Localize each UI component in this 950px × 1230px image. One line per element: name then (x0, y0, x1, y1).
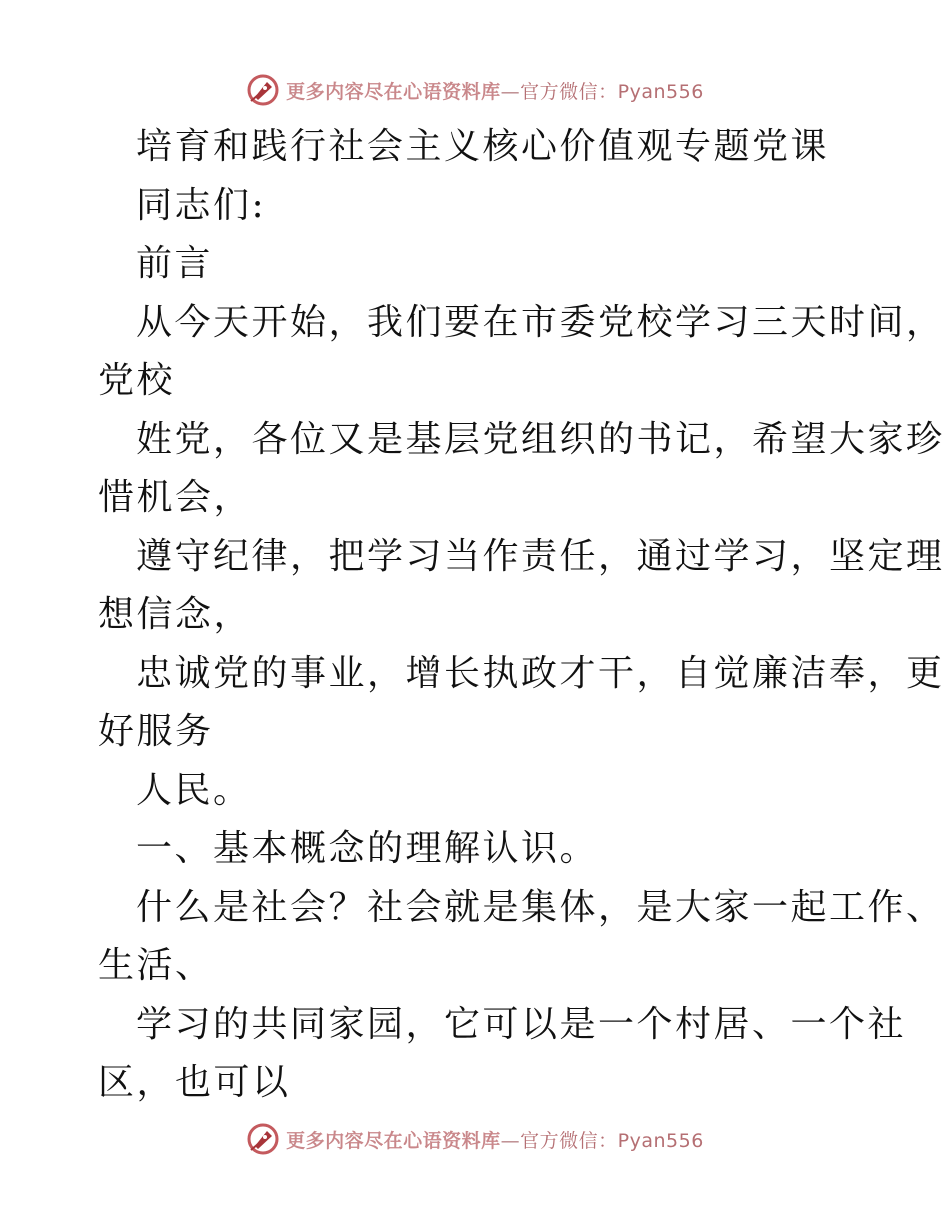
document-line: 区，也可以 (98, 1062, 291, 1103)
watermark-site-text: 更多内容尽在心语资料库 (286, 80, 501, 103)
document-body (98, 118, 945, 1113)
watermark-separator: — (500, 1129, 521, 1152)
watermark-site-text: 更多内容尽在心语资料库 (286, 1129, 501, 1152)
document-line: 党校 (98, 360, 176, 401)
document-line: 生活、 (98, 945, 214, 986)
watermark-wechat-text: 官方微信：Pyan556 (520, 1129, 704, 1152)
document-line: 好服务 (98, 711, 214, 752)
header-watermark (0, 70, 950, 110)
document-line: 姓党，各位又是基层党组织的书记，希望大家珍 (136, 418, 945, 460)
document-line: 人民。 (136, 769, 252, 811)
document-line: 惜机会， (98, 477, 253, 518)
watermark-text (286, 1126, 704, 1153)
watermark-wechat-text: 官方微信：Pyan556 (520, 80, 704, 103)
document-line: 遵守纪律，把学习当作责任，通过学习，坚定理 (136, 535, 945, 577)
document-line: 一、基本概念的理解认识。 (136, 828, 599, 869)
pen-nib-logo-icon (246, 1122, 280, 1156)
document-line: 忠诚党的事业，增长执政才干，自觉廉洁奉，更 (136, 652, 945, 694)
document-line: 前言 (136, 243, 214, 284)
pen-nib-logo-icon (246, 73, 280, 107)
footer-watermark (0, 1119, 950, 1159)
document-line: 学习的共同家园，它可以是一个村居、一个社 (136, 1003, 907, 1045)
document-line: 同志们: (136, 184, 267, 226)
document-line: 从今天开始，我们要在市委党校学习三天时间， (136, 301, 945, 343)
document-line: 什么是社会？社会就是集体，是大家一起工作、 (136, 886, 945, 928)
watermark-separator: — (500, 80, 521, 103)
watermark-text (286, 77, 704, 104)
document-line: 培育和践行社会主义核心价值观专题党课 (136, 126, 830, 167)
document-line: 想信念， (98, 594, 253, 635)
